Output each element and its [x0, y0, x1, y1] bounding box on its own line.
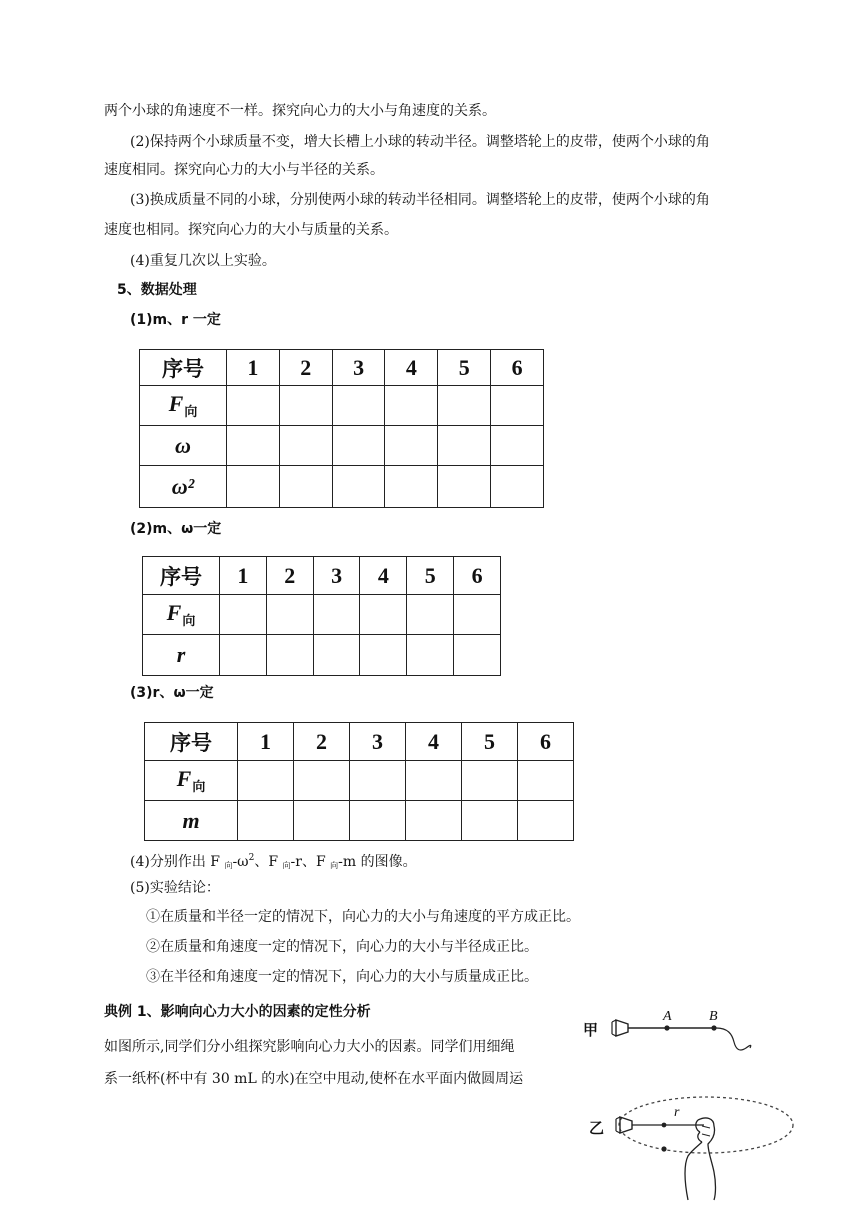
step4-part: -r、F	[290, 854, 331, 870]
force-subscript: 向	[192, 780, 206, 795]
figure-jia	[580, 1010, 780, 1070]
column-header: 4	[385, 350, 438, 386]
example-title: 典例 1、影响向心力大小的因素的定性分析	[104, 1004, 371, 1020]
empty-cell	[407, 635, 454, 676]
empty-cell	[438, 386, 491, 426]
row-label-force	[143, 595, 220, 635]
column-header: 4	[360, 557, 407, 595]
column-header: 3	[332, 350, 385, 386]
step4-part: 、F	[254, 854, 283, 870]
radius-label: r	[674, 1105, 680, 1120]
empty-cell	[518, 761, 574, 801]
data-table-2	[142, 556, 501, 676]
empty-cell	[491, 386, 544, 426]
step4-prefix: (4)分别作出 F	[130, 854, 225, 870]
empty-cell	[406, 801, 462, 841]
step4-part: -m 的图像。	[338, 854, 417, 870]
row-label-force	[145, 761, 238, 801]
empty-cell	[294, 801, 350, 841]
empty-cell	[438, 426, 491, 466]
empty-cell	[279, 386, 332, 426]
empty-cell	[220, 635, 267, 676]
column-header: 3	[313, 557, 360, 595]
empty-cell	[350, 801, 406, 841]
force-subscript: 向	[184, 405, 198, 420]
example-text: 系一纸杯(杯中有 30 mL 的水)在空中甩动,使杯在水平面内做圆周运	[104, 1071, 524, 1087]
empty-cell	[266, 595, 313, 635]
empty-cell	[491, 466, 544, 508]
column-header: 3	[350, 723, 406, 761]
column-header: 2	[294, 723, 350, 761]
empty-cell	[454, 595, 501, 635]
empty-cell	[385, 386, 438, 426]
paragraph-text: (2)保持两个小球质量不变，增大长槽上小球的转动半径。调整塔轮上的皮带，使两个小球的角	[130, 134, 710, 150]
paragraph-text: 速度相同。探究向心力的大小与半径的关系。	[104, 162, 384, 178]
subsection-heading: (2)m、ω一定	[130, 521, 222, 537]
figure-label-yi: 乙	[589, 1119, 605, 1137]
row-label-omega: ω	[140, 426, 227, 466]
subscript: 向	[282, 861, 291, 870]
column-header: 6	[518, 723, 574, 761]
figure-yi	[580, 1090, 810, 1202]
paragraph-text: 速度也相同。探究向心力的大小与质量的关系。	[104, 222, 398, 238]
force-symbol: F	[168, 391, 184, 416]
empty-cell	[385, 466, 438, 508]
point-b-label: B	[709, 1009, 718, 1024]
force-subscript: 向	[182, 614, 196, 629]
empty-cell	[313, 595, 360, 635]
column-header: 5	[462, 723, 518, 761]
header-label: 序号	[143, 557, 220, 595]
point-a-label: A	[663, 1009, 672, 1024]
empty-cell	[294, 761, 350, 801]
empty-cell	[332, 426, 385, 466]
conclusion-item: ①在质量和半径一定的情况下，向心力的大小与角速度的平方成正比。	[146, 909, 580, 925]
empty-cell	[238, 761, 294, 801]
empty-cell	[491, 426, 544, 466]
conclusion-item: ②在质量和角速度一定的情况下，向心力的大小与半径成正比。	[146, 939, 538, 955]
column-header: 1	[238, 723, 294, 761]
empty-cell	[385, 426, 438, 466]
empty-cell	[438, 466, 491, 508]
empty-cell	[350, 761, 406, 801]
example-text: 如图所示,同学们分小组探究影响向心力大小的因素。同学们用细绳	[104, 1039, 515, 1055]
row-label-omega-squared: ω²	[140, 466, 227, 508]
empty-cell	[518, 801, 574, 841]
paragraph-text: (4)重复几次以上实验。	[130, 253, 276, 269]
force-symbol: F	[176, 766, 192, 791]
paragraph-text: (3)换成质量不同的小球，分别使两小球的转动半径相同。调整塔轮上的皮带，使两个小球的角	[130, 192, 710, 208]
empty-cell	[407, 595, 454, 635]
empty-cell	[454, 635, 501, 676]
empty-cell	[227, 426, 280, 466]
empty-cell	[279, 466, 332, 508]
row-label-mass: m	[145, 801, 238, 841]
step4-part: -ω	[232, 854, 249, 870]
empty-cell	[227, 386, 280, 426]
paragraph-text: 两个小球的角速度不一样。探究向心力的大小与角速度的关系。	[104, 103, 496, 119]
column-header: 5	[407, 557, 454, 595]
header-label: 序号	[145, 723, 238, 761]
empty-cell	[360, 595, 407, 635]
header-label: 序号	[140, 350, 227, 386]
empty-cell	[462, 761, 518, 801]
empty-cell	[238, 801, 294, 841]
data-table-1	[139, 349, 544, 508]
column-header: 6	[491, 350, 544, 386]
subscript: 向	[224, 861, 233, 870]
column-header: 6	[454, 557, 501, 595]
conclusion-item: ③在半径和角速度一定的情况下，向心力的大小与质量成正比。	[146, 969, 538, 985]
data-table-3	[144, 722, 574, 841]
superscript: 2	[248, 853, 255, 863]
section-heading: 5、数据处理	[117, 282, 197, 298]
empty-cell	[332, 466, 385, 508]
empty-cell	[266, 635, 313, 676]
subsection-heading: (1)m、r 一定	[130, 312, 221, 328]
empty-cell	[313, 635, 360, 676]
subsection-heading: (3)r、ω一定	[130, 685, 214, 701]
conclusion-title: (5)实验结论：	[130, 880, 220, 896]
column-header: 2	[266, 557, 313, 595]
row-label-force	[140, 386, 227, 426]
column-header: 4	[406, 723, 462, 761]
column-header: 5	[438, 350, 491, 386]
step-4-text	[130, 848, 417, 876]
empty-cell	[227, 466, 280, 508]
empty-cell	[332, 386, 385, 426]
empty-cell	[220, 595, 267, 635]
column-header: 1	[220, 557, 267, 595]
subscript: 向	[330, 861, 339, 870]
row-label-radius: r	[143, 635, 220, 676]
figure-label-jia: 甲	[583, 1021, 599, 1039]
column-header: 2	[279, 350, 332, 386]
empty-cell	[279, 426, 332, 466]
empty-cell	[406, 761, 462, 801]
empty-cell	[462, 801, 518, 841]
empty-cell	[360, 635, 407, 676]
column-header: 1	[227, 350, 280, 386]
force-symbol: F	[166, 600, 182, 625]
